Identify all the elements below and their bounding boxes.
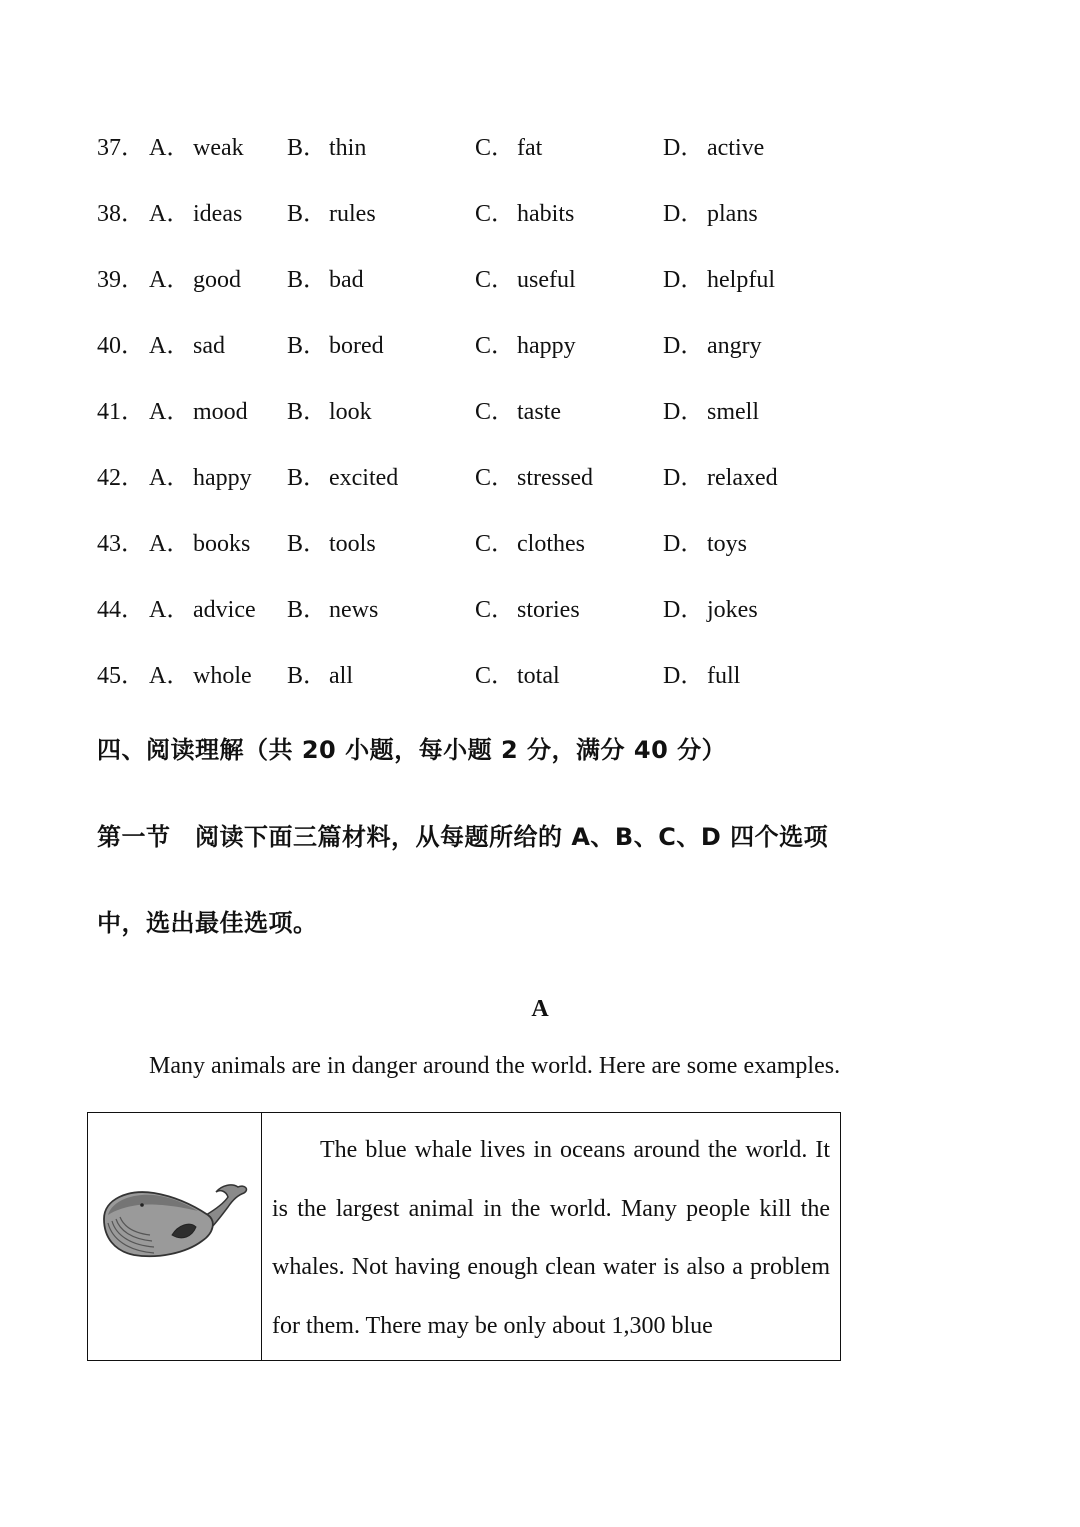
option-a-letter: A． <box>149 399 191 425</box>
option-a-text: books <box>193 531 251 557</box>
question-number: 40． <box>97 333 145 359</box>
option-c-text: taste <box>517 399 561 425</box>
question-number: 37． <box>97 135 145 161</box>
option-b-letter: B． <box>287 333 328 359</box>
question-number: 44． <box>97 597 145 623</box>
question-number: 42． <box>97 465 145 491</box>
option-d-text: active <box>707 135 765 161</box>
option-a-text: whole <box>193 663 252 689</box>
option-b-text: excited <box>329 465 399 491</box>
option-a-text: mood <box>193 399 248 425</box>
option-d-text: jokes <box>707 597 758 623</box>
option-b-text: rules <box>329 201 376 227</box>
question-row <box>97 524 977 590</box>
option-b-letter: B． <box>287 597 328 623</box>
image-cell <box>88 1113 262 1360</box>
passage-label: A <box>531 996 549 1022</box>
option-c-text: stressed <box>517 465 593 491</box>
option-d-letter: D． <box>663 267 705 293</box>
option-b-text: news <box>329 597 379 623</box>
option-c-text: happy <box>517 333 576 359</box>
option-d-text: plans <box>707 201 758 227</box>
question-row <box>97 194 977 260</box>
option-c-text: stories <box>517 597 580 623</box>
option-b-text: tools <box>329 531 376 557</box>
option-b-letter: B． <box>287 267 328 293</box>
question-row <box>97 656 977 722</box>
option-b-text: thin <box>329 135 367 161</box>
question-row <box>97 260 977 326</box>
question-row <box>97 590 977 656</box>
option-d-letter: D． <box>663 663 705 689</box>
option-a-letter: A． <box>149 333 191 359</box>
option-a-letter: A． <box>149 597 191 623</box>
question-number: 45． <box>97 663 145 689</box>
option-a-text: sad <box>193 333 225 359</box>
option-c-letter: C． <box>475 201 516 227</box>
option-d-letter: D． <box>663 531 705 557</box>
option-c-letter: C． <box>475 597 516 623</box>
option-a-text: advice <box>193 597 256 623</box>
option-b-letter: B． <box>287 663 328 689</box>
option-a-letter: A． <box>149 135 191 161</box>
question-number: 41． <box>97 399 145 425</box>
option-c-letter: C． <box>475 465 516 491</box>
question-number: 39． <box>97 267 145 293</box>
option-a-letter: A． <box>149 267 191 293</box>
option-c-text: habits <box>517 201 575 227</box>
option-b-letter: B． <box>287 465 328 491</box>
option-b-text: bored <box>329 333 384 359</box>
option-a-text: ideas <box>193 201 243 227</box>
question-number: 38． <box>97 201 145 227</box>
option-a-letter: A． <box>149 531 191 557</box>
option-b-text: bad <box>329 267 364 293</box>
subsection-heading-line1: 第一节 阅读下面三篇材料，从每题所给的 A、B、C、D 四个选项 <box>97 823 829 851</box>
option-c-text: fat <box>517 135 543 161</box>
option-c-text: useful <box>517 267 576 293</box>
section-heading: 四、阅读理解（共 20 小题，每小题 2 分，满分 40 分） <box>97 736 727 764</box>
option-b-letter: B． <box>287 201 328 227</box>
option-d-letter: D． <box>663 597 705 623</box>
option-c-letter: C． <box>475 135 516 161</box>
option-d-letter: D． <box>663 465 705 491</box>
option-c-letter: C． <box>475 531 516 557</box>
option-c-letter: C． <box>475 333 516 359</box>
option-a-letter: A． <box>149 465 191 491</box>
option-a-text: happy <box>193 465 252 491</box>
subsection-heading-line2: 中，选出最佳选项。 <box>97 909 318 937</box>
option-b-letter: B． <box>287 399 328 425</box>
option-b-letter: B． <box>287 135 328 161</box>
option-c-letter: C． <box>475 267 516 293</box>
option-d-text: angry <box>707 333 762 359</box>
question-row <box>97 458 977 524</box>
option-c-text: total <box>517 663 560 689</box>
option-d-text: relaxed <box>707 465 778 491</box>
option-d-text: helpful <box>707 267 775 293</box>
option-d-letter: D． <box>663 201 705 227</box>
option-d-letter: D． <box>663 135 705 161</box>
option-b-letter: B． <box>287 531 328 557</box>
question-options-list <box>97 128 977 722</box>
option-c-letter: C． <box>475 663 516 689</box>
option-c-text: clothes <box>517 531 585 557</box>
option-a-text: weak <box>193 135 244 161</box>
option-d-letter: D． <box>663 333 705 359</box>
option-a-letter: A． <box>149 663 191 689</box>
option-d-letter: D． <box>663 399 705 425</box>
passage-intro: Many animals are in danger around the world. Here are some examples. <box>149 1053 841 1079</box>
blue-whale-icon <box>98 1181 250 1263</box>
question-row <box>97 326 977 392</box>
question-number: 43． <box>97 531 145 557</box>
whale-description: The blue whale lives in oceans around the world. It is the largest animal in the world. Many people kill the whales. Not having enough clean water is also a problem for them. There may be only about 1,300 blue <box>272 1137 830 1339</box>
question-row <box>97 128 977 194</box>
option-b-text: all <box>329 663 353 689</box>
option-c-letter: C． <box>475 399 516 425</box>
option-d-text: smell <box>707 399 759 425</box>
animal-table <box>87 1112 841 1361</box>
question-row <box>97 392 977 458</box>
option-b-text: look <box>329 399 372 425</box>
option-a-letter: A． <box>149 201 191 227</box>
option-d-text: full <box>707 663 741 689</box>
option-a-text: good <box>193 267 241 293</box>
option-d-text: toys <box>707 531 748 557</box>
